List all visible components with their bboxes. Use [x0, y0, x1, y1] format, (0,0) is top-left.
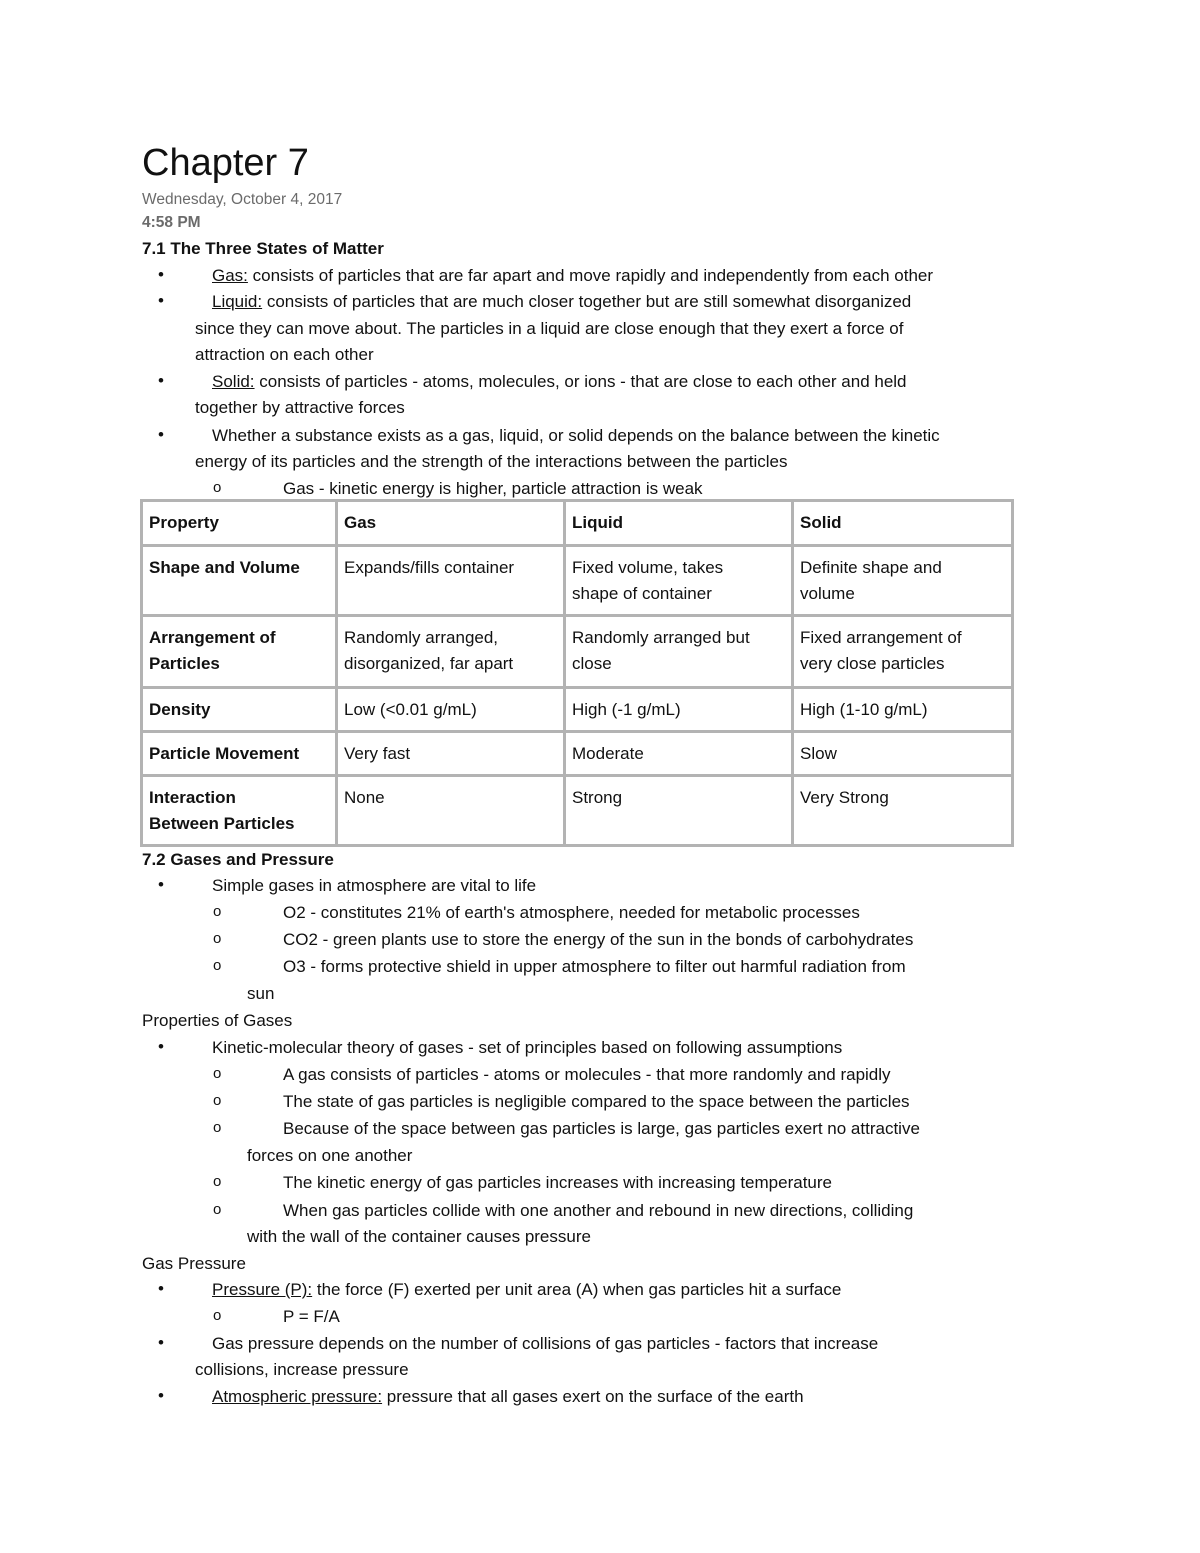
sub-item: The kinetic energy of gas particles increases with increasing temperature [283, 1173, 832, 1192]
bullet-icon: • [158, 425, 164, 444]
table-header-cell: Liquid [565, 501, 793, 546]
definition-liquid: consists of particles that are much closer together but are still somewhat disorganized [262, 292, 912, 311]
sub-item-o3: O3 - forms protective shield in upper atmosphere to filter out harmful radiation from [283, 957, 906, 976]
definition-solid-cont: together by attractive forces [195, 398, 405, 417]
table-header-cell: Property [142, 501, 337, 546]
list-item-gas [212, 265, 933, 287]
sub-item-cont: forces on one another [247, 1146, 413, 1165]
page-title: Chapter 7 [142, 142, 309, 184]
section-heading-gas-pressure: Gas Pressure [142, 1254, 246, 1273]
sub-item-o3-cont: sun [247, 984, 275, 1003]
table-row [142, 546, 1013, 616]
list-item: Simple gases in atmosphere are vital to life [212, 876, 537, 895]
bullet-icon: • [158, 1333, 164, 1352]
term-liquid: Liquid: [212, 292, 263, 311]
bullet-icon: • [158, 291, 164, 310]
sub-bullet-icon: o [213, 930, 222, 947]
table-row-label: Particle Movement [142, 732, 337, 776]
table-cell: Definite shape and volume [793, 546, 1013, 616]
sub-item-co2: CO2 - green plants use to store the energy of the sun in the bonds of carbohydrates [283, 930, 914, 949]
sub-bullet-icon: o [213, 1065, 222, 1082]
sub-item-o2: O2 - constitutes 21% of earth's atmosphere, needed for metabolic processes [283, 903, 860, 922]
section-heading-properties-of-gases: Properties of Gases [142, 1011, 293, 1030]
table-cell: High (1-10 g/mL) [793, 688, 1013, 732]
table-cell: Randomly arranged but close [565, 616, 793, 688]
list-item-atmospheric [212, 1386, 804, 1408]
sub-bullet-icon: o [213, 1307, 222, 1324]
bullet-icon: • [158, 1037, 164, 1056]
list-item-cont: collisions, increase pressure [195, 1360, 409, 1379]
table-row-label: Shape and Volume [142, 546, 337, 616]
table-cell: High (-1 g/mL) [565, 688, 793, 732]
sub-bullet-icon: o [213, 1092, 222, 1109]
definition-liquid-cont: attraction on each other [195, 345, 374, 364]
table-cell: Fixed arrangement of very close particles [793, 616, 1013, 688]
list-item-liquid [212, 291, 911, 313]
section-heading-states-of-matter: 7.1 The Three States of Matter [142, 239, 384, 258]
table-cell: Expands/fills container [337, 546, 565, 616]
table-cell: None [337, 776, 565, 846]
sub-bullet-icon: o [213, 1119, 222, 1136]
definition-solid: consists of particles - atoms, molecules, or ions - that are close to each other and held [254, 372, 907, 391]
table-row-label: Interaction Between Particles [142, 776, 337, 846]
table-header-cell: Solid [793, 501, 1013, 546]
states-of-matter-table [140, 499, 1014, 847]
bullet-icon: • [158, 1386, 164, 1405]
term-pressure: Pressure (P): [212, 1280, 313, 1299]
sub-bullet-icon: o [213, 957, 222, 974]
table-row [142, 776, 1013, 846]
table-cell: Randomly arranged, disorganized, far apart [337, 616, 565, 688]
table-cell: Low (<0.01 g/mL) [337, 688, 565, 732]
pressure-formula: P = F/A [283, 1307, 340, 1326]
sub-item-cont: with the wall of the container causes pressure [247, 1227, 591, 1246]
sub-item: A gas consists of particles - atoms or molecules - that more randomly and rapidly [283, 1065, 891, 1084]
sub-bullet-icon: o [213, 1201, 222, 1218]
term-solid: Solid: [212, 372, 255, 391]
states-table-wrapper [140, 499, 1014, 847]
sub-bullet-icon: o [213, 1173, 222, 1190]
table-cell: Strong [565, 776, 793, 846]
list-item: Kinetic-molecular theory of gases - set of principles based on following assumptions [212, 1038, 843, 1057]
table-row [142, 616, 1013, 688]
note-time: 4:58 PM [142, 214, 201, 231]
sub-bullet-icon: o [213, 903, 222, 920]
list-item-balance-cont: energy of its particles and the strength of the interactions between the particles [195, 452, 788, 471]
sub-item: When gas particles collide with one another and rebound in new directions, colliding [283, 1201, 914, 1220]
bullet-icon: • [158, 1279, 164, 1298]
bullet-icon: • [158, 371, 164, 390]
list-item-balance: Whether a substance exists as a gas, liquid, or solid depends on the balance between the kinetic [212, 426, 940, 445]
table-row-label: Arrangement of Particles [142, 616, 337, 688]
sub-item-gas: Gas - kinetic energy is higher, particle attraction is weak [283, 479, 703, 498]
definition-pressure: the force (F) exerted per unit area (A) when gas particles hit a surface [312, 1280, 842, 1299]
list-item: Gas pressure depends on the number of collisions of gas particles - factors that increase [212, 1334, 879, 1353]
table-header-row [142, 501, 1013, 546]
table-cell: Fixed volume, takes shape of container [565, 546, 793, 616]
sub-bullet-icon: o [213, 479, 222, 496]
table-cell: Slow [793, 732, 1013, 776]
bullet-icon: • [158, 265, 164, 284]
section-heading-gases-pressure: 7.2 Gases and Pressure [142, 850, 334, 869]
table-row-label: Density [142, 688, 337, 732]
term-gas: Gas: [212, 266, 248, 285]
table-row [142, 732, 1013, 776]
table-cell: Very fast [337, 732, 565, 776]
list-item-solid [212, 371, 907, 393]
table-header-cell: Gas [337, 501, 565, 546]
list-item-pressure [212, 1279, 841, 1301]
table-row [142, 688, 1013, 732]
note-date: Wednesday, October 4, 2017 [142, 191, 343, 208]
sub-item: Because of the space between gas particles is large, gas particles exert no attractive [283, 1119, 920, 1138]
bullet-icon: • [158, 875, 164, 894]
table-cell: Very Strong [793, 776, 1013, 846]
term-atmospheric-pressure: Atmospheric pressure: [212, 1387, 383, 1406]
sub-item: The state of gas particles is negligible compared to the space between the particles [283, 1092, 910, 1111]
table-cell: Moderate [565, 732, 793, 776]
definition-gas: consists of particles that are far apart and move rapidly and independently from each other [247, 266, 934, 285]
definition-liquid-cont: since they can move about. The particles in a liquid are close enough that they exert a force of [195, 319, 904, 338]
definition-atmospheric-pressure: pressure that all gases exert on the surface of the earth [382, 1387, 804, 1406]
